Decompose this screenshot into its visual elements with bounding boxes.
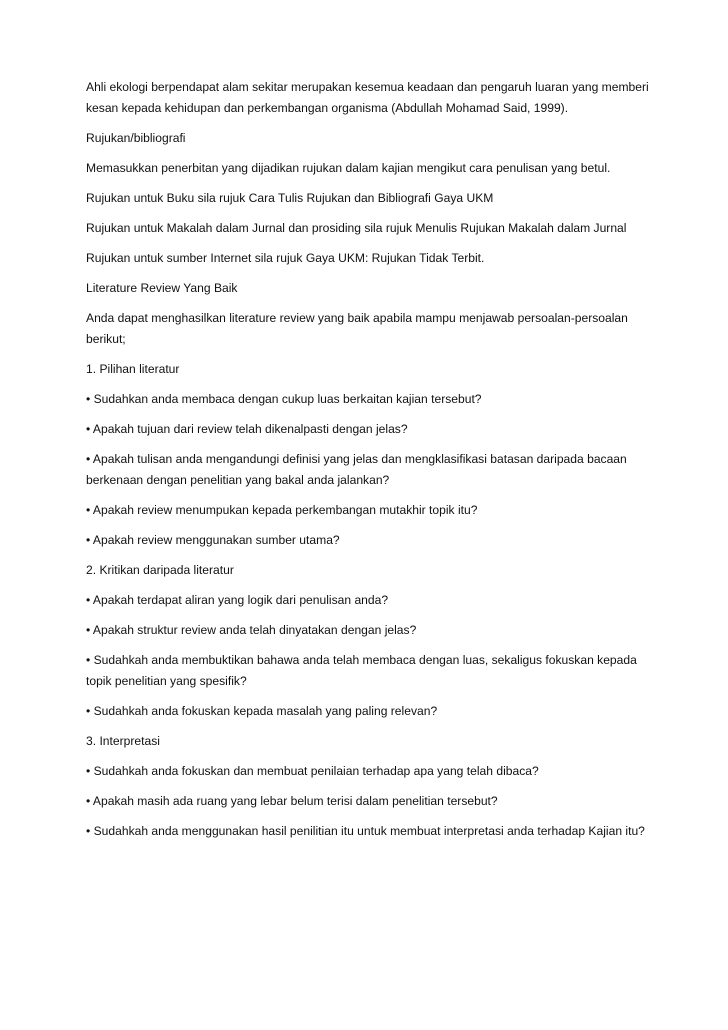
list-item: • Apakah terdapat aliran yang logik dari penulisan anda? [86, 593, 389, 607]
heading-rujukan: Rujukan/bibliografi [86, 131, 186, 145]
list-item: • Apakah struktur review anda telah dinyatakan dengan jelas? [86, 623, 417, 637]
list-item: • Apakah tulisan anda mengandungi definisi yang jelas dan mengklasifikasi batasan daripada bacaan berkenaan dengan penelitian yang bakal anda jalankan? [86, 452, 627, 487]
paragraph-literature-intro: Anda dapat menghasilkan literature review yang baik apabila mampu menjawab persoalan-persoalan berikut; [86, 311, 628, 346]
list-item: • Sudahkah anda menggunakan hasil penilitian itu untuk membuat interpretasi anda terhadap Kajian itu? [86, 824, 645, 838]
list-item: • Apakah review menggunakan sumber utama? [86, 533, 340, 547]
list-item: • Sudahkah anda membuktikan bahawa anda telah membaca dengan luas, sekaligus fokuskan kepada topik penelitian yang spesifik? [86, 653, 637, 688]
list-item: • Sudahkah anda fokuskan dan membuat penilaian terhadap apa yang telah dibaca? [86, 764, 539, 778]
paragraph-rujukan-jurnal: Rujukan untuk Makalah dalam Jurnal dan prosiding sila rujuk Menulis Rujukan Makalah dalam Jurnal [86, 221, 627, 235]
list-item: • Apakah review menumpukan kepada perkembangan mutakhir topik itu? [86, 503, 478, 517]
paragraph-rujukan-desc: Memasukkan penerbitan yang dijadikan rujukan dalam kajian mengikut cara penulisan yang betul. [86, 161, 611, 175]
paragraph-intro: Ahli ekologi berpendapat alam sekitar merupakan kesemua keadaan dan pengaruh luaran yang memberi kesan kepada kehidupan dan perkembangan organisma (Abdullah Mohamad Said, 1999). [86, 80, 649, 115]
list-item: • Apakah tujuan dari review telah dikenalpasti dengan jelas? [86, 422, 408, 436]
list-item: • Sudahkan anda membaca dengan cukup luas berkaitan kajian tersebut? [86, 392, 482, 406]
paragraph-rujukan-internet: Rujukan untuk sumber Internet sila rujuk Gaya UKM: Rujukan Tidak Terbit. [86, 251, 485, 265]
heading-kritikan: 2. Kritikan daripada literatur [86, 563, 234, 577]
document-body [86, 77, 656, 851]
list-item: • Apakah masih ada ruang yang lebar belum terisi dalam penelitian tersebut? [86, 794, 498, 808]
heading-literature-review: Literature Review Yang Baik [86, 281, 238, 295]
paragraph-rujukan-buku: Rujukan untuk Buku sila rujuk Cara Tulis Rujukan dan Bibliografi Gaya UKM [86, 191, 494, 205]
heading-pilihan-literatur: 1. Pilihan literatur [86, 362, 180, 376]
list-item: • Sudahkah anda fokuskan kepada masalah yang paling relevan? [86, 704, 438, 718]
heading-interpretasi: 3. Interpretasi [86, 734, 160, 748]
